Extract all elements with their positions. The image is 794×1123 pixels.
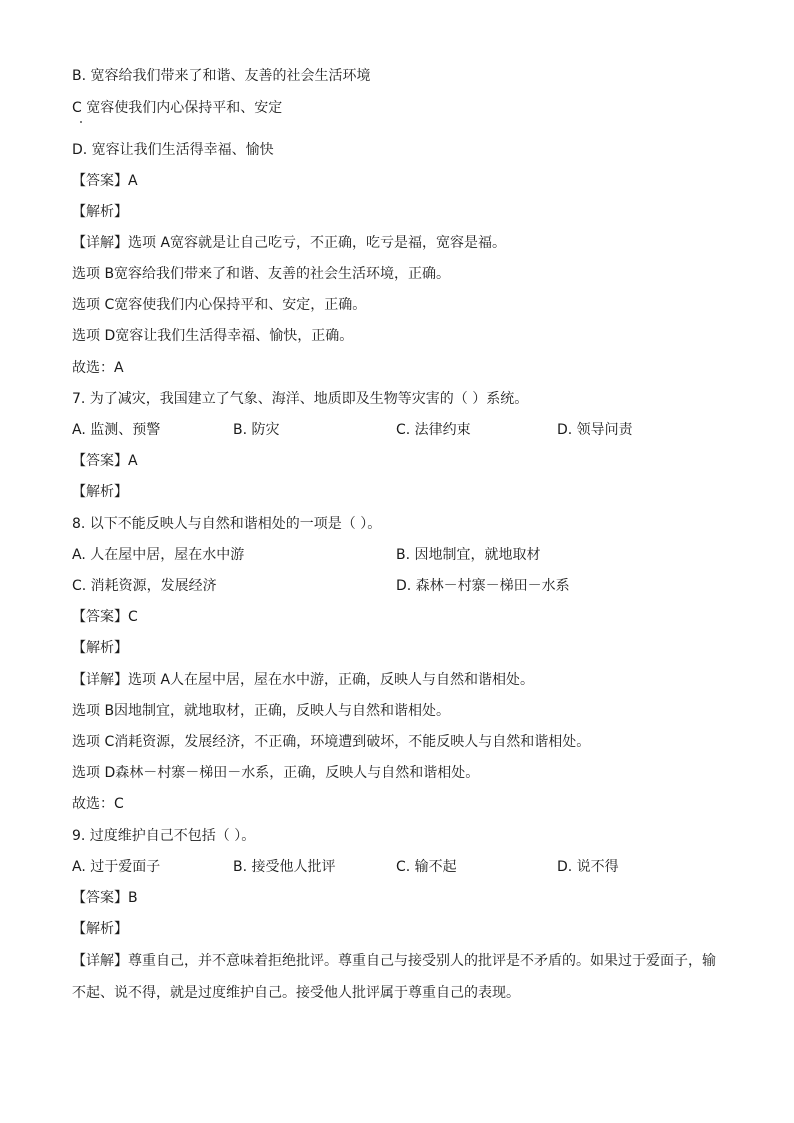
q8-option-c: C. 消耗资源，发展经济 bbox=[72, 578, 217, 594]
q7-option-b: B. 防灾 bbox=[233, 422, 280, 438]
q6-detail: 【详解】选项 A宽容就是让自己吃亏，不正确，吃亏是福，宽容是福。 bbox=[72, 235, 507, 251]
q6-detail-d: 选项 D宽容让我们生活得幸福、愉快，正确。 bbox=[72, 328, 354, 344]
q6-choice: 故选：A bbox=[72, 360, 124, 376]
q8-choice: 故选：C bbox=[72, 796, 124, 812]
q8-detail: 【详解】选项 A人在屋中居，屋在水中游，正确，反映人与自然和谐相处。 bbox=[72, 672, 535, 688]
q8-option-b: B. 因地制宜，就地取材 bbox=[396, 547, 541, 563]
q6-detail-c: 选项 C宽容使我们内心保持平和、安定，正确。 bbox=[72, 297, 367, 313]
q6-option-b: B. 宽容给我们带来了和谐、友善的社会生活环境 bbox=[72, 68, 371, 84]
q8-detail-d: 选项 D森林－村寨－梯田－水系，正确，反映人与自然和谐相处。 bbox=[72, 765, 480, 781]
q9-stem: 9. 过度维护自己不包括（ ）。 bbox=[72, 828, 256, 844]
q6-detail-b: 选项 B宽容给我们带来了和谐、友善的社会生活环境，正确。 bbox=[72, 266, 451, 282]
q8-stem: 8. 以下不能反映人与自然和谐相处的一项是（ ）。 bbox=[72, 516, 382, 532]
q7-option-a: A. 监测、预警 bbox=[72, 422, 161, 438]
q8-option-d: D. 森林－村寨－梯田－水系 bbox=[396, 578, 570, 594]
q8-detail-b: 选项 B因地制宜，就地取材，正确，反映人与自然和谐相处。 bbox=[72, 703, 451, 719]
q9-option-a: A. 过于爱面子 bbox=[72, 859, 161, 875]
q8-detail-c: 选项 C消耗资源，发展经济，不正确，环境遭到破坏，不能反映人与自然和谐相处。 bbox=[72, 734, 591, 750]
q9-analysis-heading: 【解析】 bbox=[72, 921, 128, 937]
q8-option-a: A. 人在屋中居，屋在水中游 bbox=[72, 547, 245, 563]
q7-answer: 【答案】A bbox=[72, 453, 138, 469]
q9-detail-line-2: 不起、说不得，就是过度维护自己。接受他人批评属于尊重自己的表现。 bbox=[72, 985, 520, 1001]
q9-option-d: D. 说不得 bbox=[557, 859, 619, 875]
q6-analysis-heading: 【解析】 bbox=[72, 204, 128, 220]
q8-analysis-heading: 【解析】 bbox=[72, 640, 128, 656]
q7-stem: 7. 为了减灾，我国建立了气象、海洋、地质即及生物等灾害的（ ）系统。 bbox=[72, 391, 529, 407]
q6-option-d: D. 宽容让我们生活得幸福、愉快 bbox=[72, 142, 274, 158]
q7-option-d: D. 领导问责 bbox=[557, 422, 633, 438]
q9-answer: 【答案】B bbox=[72, 890, 138, 906]
q6-answer: 【答案】A bbox=[72, 173, 138, 189]
q9-option-c: C. 输不起 bbox=[396, 859, 457, 875]
q7-option-c: C. 法律约束 bbox=[396, 422, 471, 438]
stray-dot bbox=[80, 121, 82, 123]
q7-analysis-heading: 【解析】 bbox=[72, 484, 128, 500]
q9-option-b: B. 接受他人批评 bbox=[233, 859, 336, 875]
q6-option-c: C 宽容使我们内心保持平和、安定 bbox=[72, 100, 283, 116]
q8-answer: 【答案】C bbox=[72, 609, 138, 625]
q9-detail-line-1: 【详解】尊重自己，并不意味着拒绝批评。尊重自己与接受别人的批评是不矛盾的。如果过于爱面子，输 bbox=[72, 953, 716, 969]
